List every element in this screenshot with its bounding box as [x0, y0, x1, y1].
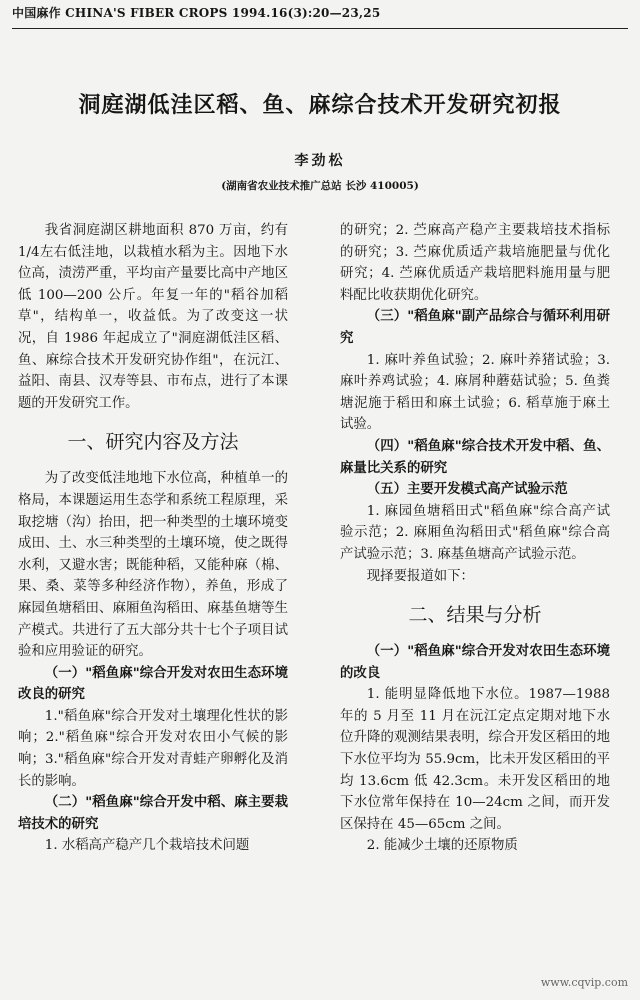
author-name: 李劲松 — [294, 153, 346, 169]
report-intro: 现择要报道如下： — [366, 568, 474, 584]
left-column — [18, 220, 288, 857]
subheading-3: （三）"稻鱼麻"副产品综合与循环利用研究 — [340, 308, 610, 346]
source-watermark: www.cqvip.com — [540, 976, 628, 989]
subheading-1: （一）"稻鱼麻"综合开发对农田生态环境改良的研究 — [18, 664, 288, 703]
subheading-5: （五）主要开发模式高产试验示范 — [366, 481, 568, 498]
author-affiliation: (湖南省农业技术推广总站 长沙 410005) — [221, 180, 419, 192]
subheading-4: （四）"稻鱼麻"综合技术开发中稻、鱼、麻量比关系的研究 — [340, 437, 610, 476]
results-subheading-1: （一）"稻鱼麻"综合开发对农田生态环境的改良 — [340, 643, 610, 681]
subheading-2: （二）"稻鱼麻"综合开发中稻、麻主要栽培技术的研究 — [18, 794, 288, 832]
subitems-1: 1."稻鱼麻"综合开发对土壤理化性状的影响；2."稻鱼麻"综合开发对农田小气候的影响；3."稻鱼麻"综合开发对青蛙产卵孵化及消长的影响。 — [18, 708, 288, 789]
subitems-5: 1. 麻园鱼塘稻田式"稻鱼麻"综合高产试验示范；2. 麻厢鱼沟稻田式"稻鱼麻"综合高产试验示范；3. 麻基鱼塘高产试验示范。 — [340, 503, 610, 562]
subitems-3: 1. 麻叶养鱼试验；2. 麻叶养猪试验；3. 麻叶养鸡试验；4. 麻屑种蘑菇试验；5. 鱼粪塘泥施于稻田和麻土试验；6. 稻草施于麻土试验。 — [340, 352, 610, 433]
results-paragraph-2-start: 2. 能减少土壤的还原物质 — [366, 838, 518, 854]
methods-paragraph: 为了改变低洼地地下水位高，种植单一的格局，本课题运用生态学和系统工程原理，采取挖塘（沟）抬田，把一种类型的土壤环境变成田、土、水三种类型的土壤环境，使之既得水利，又避水害；既能种稻，又能种麻（棉、果、桑、菜等多种经济作物），养鱼，形成了麻园鱼塘稻田、麻厢鱼沟稻田、麻基鱼塘等生产模式。共进行了五大部分共十七个子项目试验和应用验证的研究。 — [18, 471, 288, 660]
subitems-2-cont: 的研究；2. 苎麻高产稳产主要栽培技术指标的研究；3. 苎麻优质适产栽培施肥量与优化研究；4. 苎麻优质适产栽培肥料施用量与肥料配比收获期优化研究。 — [340, 223, 610, 303]
article-title: 洞庭湖低洼区稻、鱼、麻综合技术开发研究初报 — [78, 92, 562, 118]
journal-citation: 中国麻作 CHINA'S FIBER CROPS 1994.16(3):20—23,25 — [12, 6, 381, 20]
subitems-2-start: 1. 水稻高产稳产几个栽培技术问题 — [44, 838, 250, 854]
section-heading-results: 二、结果与分析 — [408, 604, 542, 627]
right-column — [340, 220, 610, 857]
intro-paragraph: 我省洞庭湖区耕地面积 870 万亩，约有1/4左右低洼地，以栽植水稻为主。因地下水位高，渍涝严重，平均亩产量要比高中产地区低 100—200 公斤。年复一年的"稻谷加稻草"，结构单一，收益低。为了改变这一状况，自 1986 年起成立了"洞庭湖低洼区稻、鱼、麻综合技术开发研究协作组"，在沅江、益阳、南县、汉寿等县、市布点，进行了本课题的开发研究工作。 — [18, 223, 288, 411]
results-paragraph-1: 1. 能明显降低地下水位。1987—1988 年的 5 月至 11 月在沅江定点定期对地下水位升降的观测结果表明，综合开发区稻田的地下水位平均为 55.9cm，比未开发区稻田的平均 13.6cm 低 42.3cm。未开发区稻田的地下水位常年保持在 10—24cm 之间，而开发区保持在 45—65cm 之间。 — [340, 687, 610, 832]
section-heading-methods: 一、研究内容及方法 — [67, 431, 239, 454]
journal-header — [12, 4, 628, 34]
header-rule — [12, 28, 628, 29]
